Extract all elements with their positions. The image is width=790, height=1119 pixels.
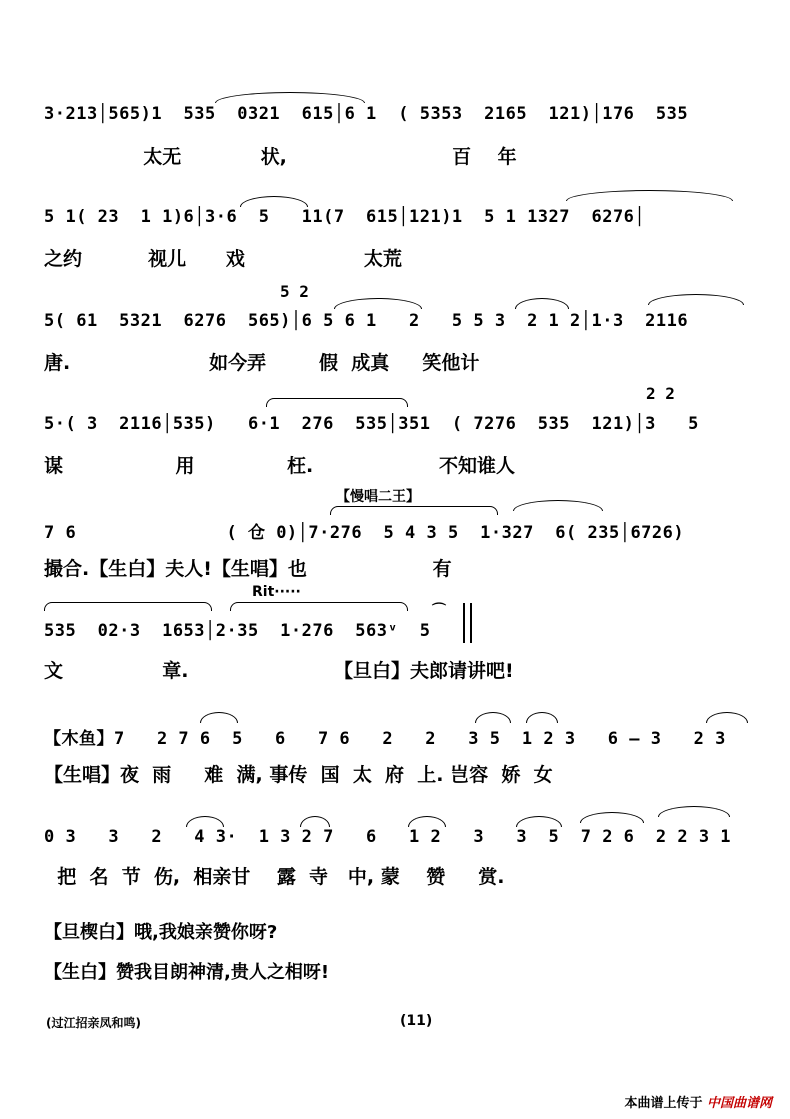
ritardando-mark: Rit·····	[252, 584, 301, 600]
slur-12	[200, 712, 238, 723]
page-number: (11)	[400, 1013, 433, 1029]
lyrics-system-4: 谋 用 枉. 不知谁人	[44, 455, 515, 477]
slur-3	[566, 190, 733, 201]
lyrics-system-6: 文 章. 【旦白】夫郎请讲吧!	[44, 660, 514, 682]
site-logo: 中国曲谱网	[706, 1096, 772, 1111]
slur-14	[526, 712, 558, 723]
lyrics-muyu-1: 【生唱】夜 雨 难 满, 事传 国 太 府 上. 岂容 娇 女	[44, 764, 553, 786]
final-barline	[463, 603, 472, 643]
footer-source-title: (过江招亲凤和鸣)	[46, 1016, 141, 1030]
lyrics-system-1: 太无 状, 百 年	[44, 146, 517, 168]
slur-4	[334, 298, 422, 309]
notes-system-4: 5·( 3 2116│535) 6·1 276 535│351 ( 7276 535 121)│3 5	[44, 414, 699, 434]
slur-13	[475, 712, 511, 723]
lyrics-muyu-2: 把 名 节 伤, 相亲甘 露 寺 中, 蒙 赞 赏.	[44, 866, 505, 888]
notes-system-1: 3·213│565)1 535 0321 615│6 1 ( 5353 2165 121)│176 535	[44, 104, 689, 124]
lyrics-system-2: 之约 视儿 戏 太荒	[44, 248, 402, 270]
dialogue-line-1: 【旦楔白】哦,我娘亲赞你呀?	[44, 922, 278, 943]
slur-1	[215, 92, 365, 103]
slur-21	[658, 806, 730, 817]
slur-6	[648, 294, 744, 305]
slur-17	[300, 816, 330, 827]
slur-11	[230, 602, 408, 611]
notes-muyu-2: 0 3 3 2 4 3· 1 3 2 7 6 1 2 3 3 5 7 2 6 2 2 3 1	[44, 827, 732, 847]
dialogue-line-2: 【生白】赞我目朗神清,贵人之相呀!	[44, 962, 330, 983]
notes-system-6: 535 02·3 1653│2·35 1·276 563ᵛ 5	[44, 621, 431, 641]
notes-system-3: 5( 61 5321 6276 565)│6 5 6 1 2 5 5 3 2 1 2│1·3 2116	[44, 311, 689, 331]
slur-9	[513, 500, 603, 511]
slur-2	[240, 196, 308, 207]
section-label-man-chang-er-wang: 【慢唱二王】	[336, 489, 420, 505]
ornament-5-2: 5 2	[280, 282, 309, 301]
notes-system-2: 5 1( 23 1 1)6│3·6 5 11(7 615│121)1 5 1 1327 6276│	[44, 207, 646, 227]
ornament-2-2: 2 2	[646, 384, 675, 403]
site-watermark	[624, 1092, 772, 1111]
notes-muyu-1: 【木鱼】7 2 7 6 5 6 7 6 2 2 3 5 1 2 3 6 – 3 2 3	[44, 729, 726, 749]
slur-7	[266, 398, 408, 407]
lyrics-system-5: 撮合.【生白】夫人!【生唱】也 有	[44, 558, 452, 580]
slur-19	[516, 816, 562, 827]
upload-note: 本曲谱上传于	[624, 1096, 703, 1111]
slur-5	[515, 298, 569, 309]
slur-8	[330, 506, 498, 515]
slur-20	[580, 812, 644, 823]
slur-16	[186, 816, 224, 827]
slur-10	[44, 602, 212, 611]
slur-18	[408, 816, 446, 827]
lyrics-system-3: 唐. 如今弄 假 成真 笑他计	[44, 352, 480, 374]
notes-system-5: 7 6 ( 仓 0)│7·276 5 4 3 5 1·327 6( 235│6726)	[44, 523, 685, 543]
slur-15	[706, 712, 748, 723]
fermata-icon: ⌒	[432, 603, 446, 619]
